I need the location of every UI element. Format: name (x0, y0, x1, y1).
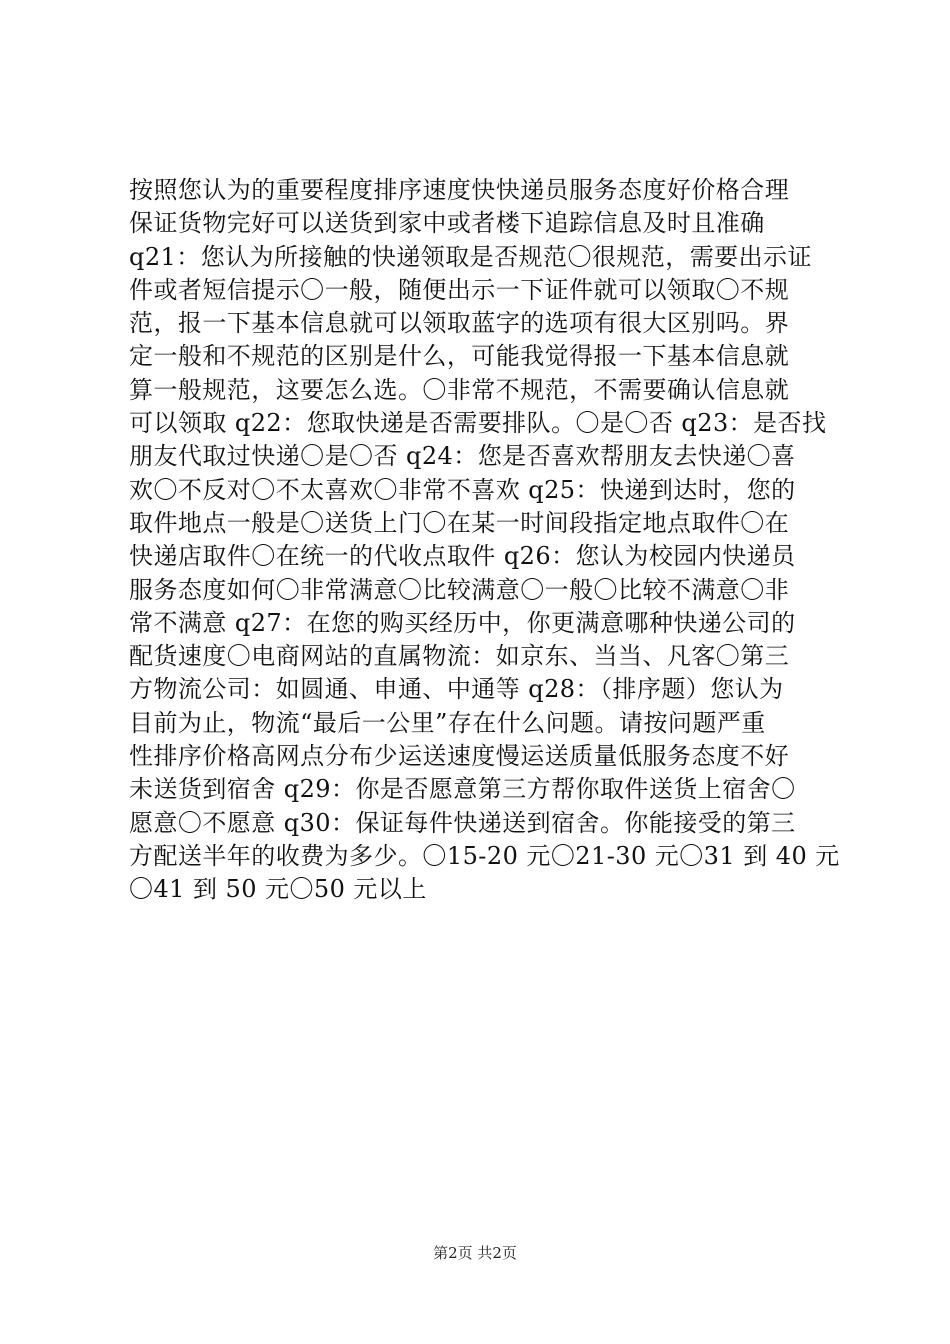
text-line: 按照您认为的重要程度排序速度快快递员服务态度好价格合理 (129, 176, 790, 204)
text-line: 配货速度〇电商网站的直属物流：如京东、当当、凡客〇第三 (129, 642, 790, 671)
text-line: 方配送半年的收费为多少。〇15-20 元〇21-30 元〇31 到 40 元 (129, 841, 840, 870)
text-line: 范，报一下基本信息就可以领取蓝字的选项有很大区别吗。界 (129, 309, 790, 338)
text-line: 目前为止，物流“最后一公里”存在什么问题。请按问题严重 (129, 708, 766, 737)
page-number-footer: 第2页 共2页 (433, 1244, 517, 1262)
text-line: 算一般规范，这要怎么选。〇非常不规范，不需要确认信息就 (129, 375, 790, 404)
text-line: 保证货物完好可以送货到家中或者楼下追踪信息及时且准确 (129, 209, 765, 238)
text-line: 愿意〇不愿意 q30：保证每件快递送到宿舍。你能接受的第三 (129, 808, 796, 837)
text-line: 〇41 到 50 元〇50 元以上 (129, 875, 427, 904)
text-line: 可以领取 q22：您取快递是否需要排队。〇是〇否 q23：是否找 (129, 409, 827, 438)
text-line: q21：您认为所接触的快递领取是否规范〇很规范，需要出示证 (129, 242, 812, 271)
text-line: 未送货到宿舍 q29：你是否愿意第三方帮你取件送货上宿舍〇 (129, 775, 796, 804)
text-line: 服务态度如何〇非常满意〇比较满意〇一般〇比较不满意〇非 (129, 575, 790, 604)
text-line: 朋友代取过快递〇是〇否 q24：您是否喜欢帮朋友去快递〇喜 (129, 442, 796, 471)
text-line: 定一般和不规范的区别是什么，可能我觉得报一下基本信息就 (129, 342, 790, 371)
text-line: 件或者短信提示〇一般，随便出示一下证件就可以领取〇不规 (129, 275, 790, 304)
text-line: 常不满意 q27：在您的购买经历中，你更满意哪种快递公司的 (129, 608, 796, 637)
text-line: 欢〇不反对〇不太喜欢〇非常不喜欢 q25：快递到达时，您的 (129, 475, 796, 504)
text-line: 方物流公司：如圆通、申通、中通等 q28：（排序题）您认为 (129, 675, 784, 704)
text-line: 性排序价格高网点分布少运送速度慢运送质量低服务态度不好 (129, 742, 790, 771)
body-text (129, 174, 840, 907)
text-line: 快递店取件〇在统一的代收点取件 q26：您认为校园内快递员 (129, 542, 796, 571)
text-line: 取件地点一般是〇送货上门〇在某一时间段指定地点取件〇在 (129, 508, 790, 537)
